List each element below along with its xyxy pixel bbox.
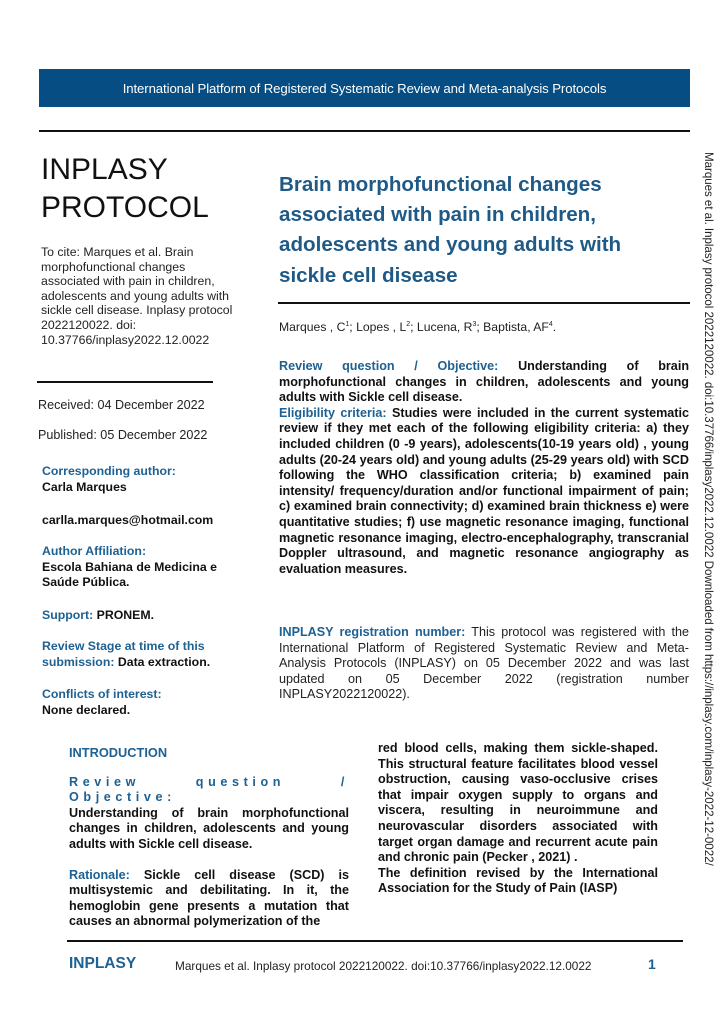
review-question-label: Review question / Objective: — [279, 359, 499, 373]
divider — [67, 940, 683, 942]
conflicts-value: None declared. — [42, 702, 131, 717]
eligibility-criteria — [279, 406, 689, 578]
abstract — [279, 359, 689, 577]
review-stage — [42, 639, 242, 670]
page-number: 1 — [648, 956, 656, 972]
support-label: Support: — [42, 608, 94, 622]
author-affiliation — [42, 544, 242, 591]
introduction-right-column — [378, 741, 658, 897]
conflicts-of-interest — [42, 687, 242, 718]
registration-label: INPLASY registration number: — [279, 625, 466, 639]
intro-review-question-label: Review question / Objective: — [69, 774, 349, 805]
support-value: PRONEM. — [96, 608, 155, 622]
affiliation-label: Author Affiliation: — [42, 544, 147, 558]
review-question — [279, 359, 689, 406]
conflicts-label: Conflicts of interest: — [42, 687, 162, 701]
author-email[interactable]: carlla.marques@hotmail.com — [42, 513, 214, 527]
corresponding-author — [42, 464, 242, 495]
paper-title: Brain morphofunctional changes associated with pain in children, adolescents and young adults with sickle cell disease — [279, 173, 622, 287]
footer-brand: INPLASY — [69, 955, 137, 972]
author: Marques , $C^1$; — [279, 320, 357, 334]
rationale-continued: red blood cells, making them sickle-shaped. This structural feature facilitates blood vessel obstruction, causing vaso-occlusive crises that impair oxygen supply to organs and viscera, resulting in neuroimmune and neurovascular disorders associated with target organ damage and recurrent acute pain and chronic pain (Pecker , 2021) . — [378, 741, 658, 865]
registration-text: This protocol was registered with the International Platform of Registered Systematic Review and Meta-Analysis Protocols (INPLASY) on 05 December 2022 and was last updated on 05 December 2022 (registration number INPLASY2022120022). — [279, 625, 689, 702]
divider — [278, 302, 690, 304]
author: Lopes , $L^2$; — [356, 320, 417, 334]
intro-review-question — [69, 775, 349, 853]
corresponding-label: Corresponding author: — [42, 464, 176, 478]
footer-citation: Marques et al. Inplasy protocol 2022120022. doi:10.37766/inplasy2022.12.0022 — [175, 959, 592, 973]
author: Baptista, $AF^4$. — [483, 320, 557, 334]
side-download-note: Marques et al. Inplasy protocol 2022120022. doi:10.37766/inplasy2022.12.0022 Downloaded from https://inplasy.com/inplasy-2022-12-0022/ — [702, 152, 715, 866]
rationale-text: Sickle cell disease (SCD) is multisystemic and debilitating. In it, the hemoglobin gene presents a mutation that causes an abnormal polymerization of the — [69, 867, 349, 929]
author: Lucena, $R^3$; — [416, 320, 484, 334]
eligibility-label: Eligibility criteria: — [279, 405, 387, 420]
header-banner — [39, 69, 690, 107]
author-list — [279, 320, 556, 334]
published-date: Published: 05 December 2022 — [38, 428, 208, 442]
received-date: Received: 04 December 2022 — [38, 398, 205, 412]
brand-line-1: INPLASY — [41, 153, 168, 186]
affiliation-value: Escola Bahiana de Medicina e Saúde Pública. — [42, 559, 217, 590]
iasp-definition: The definition revised by the International Association for the Study of Pain (IASP) — [378, 865, 658, 896]
rationale — [69, 868, 349, 930]
review-question-text: Understanding of brain morphofunctional changes in children, adolescents and young adults with Sickle cell disease. — [279, 359, 690, 405]
introduction-left-column — [69, 745, 349, 930]
review-stage-value: Data extraction. — [117, 654, 211, 669]
divider — [39, 130, 690, 132]
banner-text: International Platform of Registered Systematic Review and Meta-analysis Protocols — [122, 80, 607, 96]
citation: To cite: Marques et al. Brain morphofunctional changes associated with pain in children, adolescents and young adults with sickle cell disease. Inplasy protocol 2022120022. doi: 10.37766/inplasy2022.12.0022 — [41, 245, 233, 347]
divider — [37, 381, 213, 383]
brand-line-2: PROTOCOL — [41, 191, 209, 224]
review-stage-label: Review Stage at time of this submission: — [42, 639, 205, 669]
rationale-label: Rationale: — [69, 867, 130, 882]
intro-review-question-text: Understanding of brain morphofunctional changes in children, adolescents and young adults with Sickle cell disease. — [69, 805, 349, 851]
corresponding-name: Carla Marques — [42, 479, 127, 494]
protocol-brand — [41, 151, 209, 227]
support — [42, 608, 242, 624]
eligibility-text: Studies were included in the current systematic review if they met each of the following eligibility criteria: a) they included children (0 -9 years), adolescents(10-19 years old) , young adults (20-24 years old) and young adults (25-29 years old) with SCD following the WHO classification criteria; b) examined pain intensity/ frequency/duration and/or functional impairment of pain; c) examined brain connectivity; d) examined brain thickness e) were quantitative studies; f) use magnetic resonance imaging, functional magnetic resonance imaging, electro-encephalography, transcranial Doppler ultrasound, and magnetic resonance angiography as evaluation measures. — [279, 405, 689, 576]
registration-info — [279, 625, 689, 703]
introduction-heading: INTRODUCTION — [69, 745, 168, 760]
